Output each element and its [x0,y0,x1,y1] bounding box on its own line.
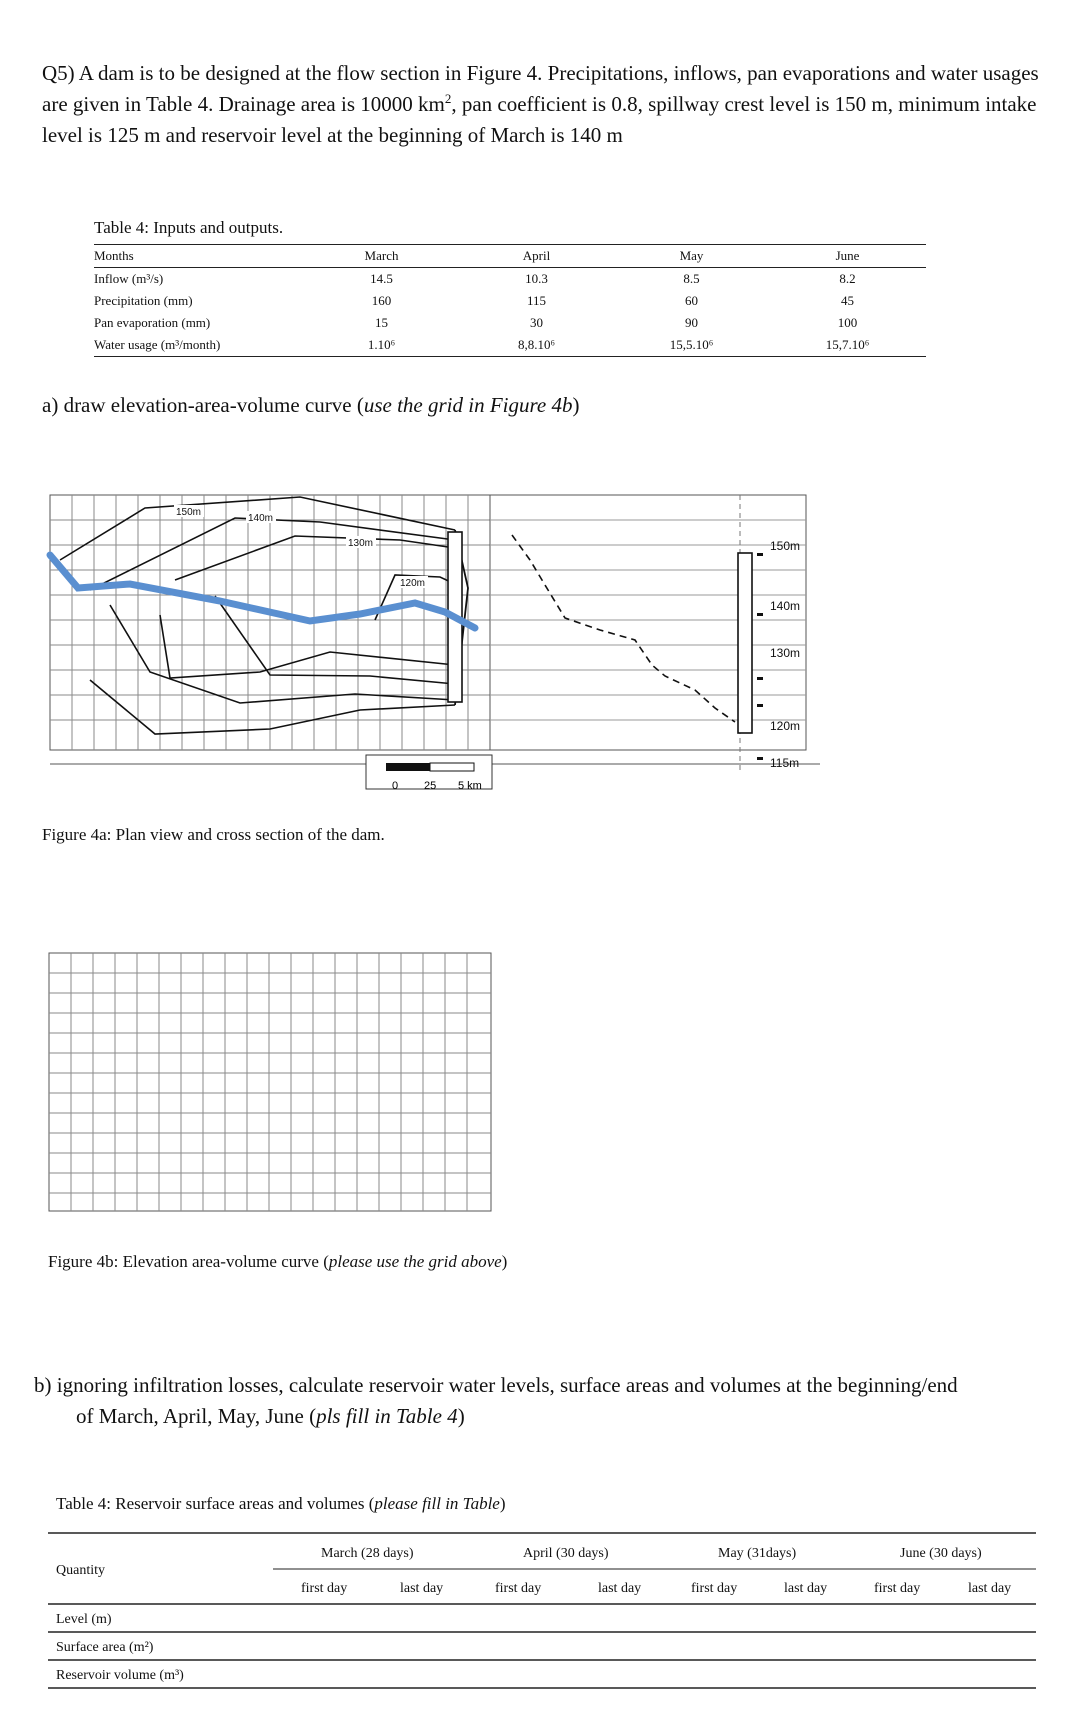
march-last-day: last day [400,1581,444,1596]
inputs-table-caption: Table 4: Inputs and outputs. [94,218,284,237]
part-b-line1: b) ignoring infiltration losses, calculate reservoir water levels, surface areas and volumes at the beginning/end [34,1373,958,1397]
part-b-line2: of March, April, May, June (pls fill in Table 4) [76,1404,465,1428]
contour-label-130: 130m [348,538,374,549]
level-115: 115m [770,756,800,770]
scale-0: 0 [392,780,399,790]
figure-4a-caption: Figure 4a: Plan view and cross section of the dam. [42,825,385,844]
plan-grid [50,495,490,750]
april-first-day: first day [495,1581,542,1596]
contour-label-140: 140m [248,513,274,524]
june-first-day: first day [874,1581,921,1596]
part-b-text [34,1370,1064,1432]
header-march: March [304,245,459,268]
header-months: Months [94,245,304,268]
contour-label-150: 150m [176,507,202,518]
dam-section [738,553,752,733]
header-may: May [614,245,769,268]
part-a-text: a) draw elevation-area-volume curve (use the grid in Figure 4b) [42,393,580,417]
may-last-day: last day [784,1581,828,1596]
april-last-day: last day [598,1581,642,1596]
row-label: Inflow (m³/s) [94,271,164,286]
scale-25: 25 [424,780,437,790]
june-last-day: last day [968,1581,1012,1596]
figure-4b-grid [48,952,494,1214]
cell: 90 [685,315,698,330]
level-140: 140m [770,599,801,613]
cell: 8,8.10⁶ [459,334,614,357]
inputs-table [94,244,926,357]
row-surface-area: Surface area (m²) [56,1640,154,1655]
level-ticks [757,553,763,760]
row-label: Precipitation (mm) [94,293,193,308]
row-label: Water usage (m³/month) [94,334,304,357]
cell: 30 [530,315,543,330]
march-first-day: first day [301,1581,348,1596]
cell: 115 [526,293,547,308]
contour-label-120: 120m [400,578,426,589]
row-label: Pan evaporation (mm) [94,315,211,330]
level-150: 150m [770,539,801,553]
may-first-day: first day [691,1581,738,1596]
row-level: Level (m) [56,1612,112,1627]
cell: 14.5 [370,271,393,286]
quantity-header: Quantity [56,1563,105,1578]
question-text: Q5) A dam is to be designed at the flow section in Figure 4. Precipitations, inflows, pan evaporations and water usages are given in Table 4. Drainage area is 10000 $km^2$, pan coefficient is 0.8, spillway crest level is 150 m, minimum intake level is 125 m and reservoir level at the beginning of March is 140 m [42,61,1039,147]
figure-4b-caption: Figure 4b: Elevation area-volume curve (please use the grid above) [48,1252,508,1271]
cell: 1.10⁶ [304,334,459,357]
group-march: March (28 days) [321,1546,414,1561]
group-may: May (31days) [718,1546,797,1561]
table-row [94,334,926,357]
group-april: April (30 days) [523,1546,609,1561]
cell: 8.2 [839,271,856,286]
table-row [94,290,926,312]
ground-profile [512,535,735,722]
cell: 60 [685,293,698,308]
header-april: April [459,245,614,268]
level-130: 130m [770,646,801,660]
cell: 8.5 [683,271,700,286]
cell: 15,5.10⁶ [614,334,769,357]
river [50,555,475,628]
table-row [94,312,926,334]
scale-5km: 5 km [458,780,482,790]
section-grid [50,495,820,770]
cell: 160 [371,293,392,308]
header-june: June [769,245,926,268]
table-row [94,268,926,291]
cell: 100 [837,315,858,330]
cell: 15,7.10⁶ [769,334,926,357]
cell: 10.3 [525,271,548,286]
row-reservoir-volume: Reservoir volume (m³) [56,1668,184,1683]
figure-4a [0,490,1080,790]
cell: 15 [375,315,388,330]
table-header-row [94,245,926,268]
cell: 45 [841,293,854,308]
level-120: 120m [770,719,801,733]
fill-table-caption: Table 4: Reservoir surface areas and volumes (please fill in Table) [56,1494,506,1513]
contours [60,497,468,734]
group-june: June (30 days) [900,1546,982,1561]
fill-table [48,1532,1038,1692]
scale-bar [366,755,492,790]
